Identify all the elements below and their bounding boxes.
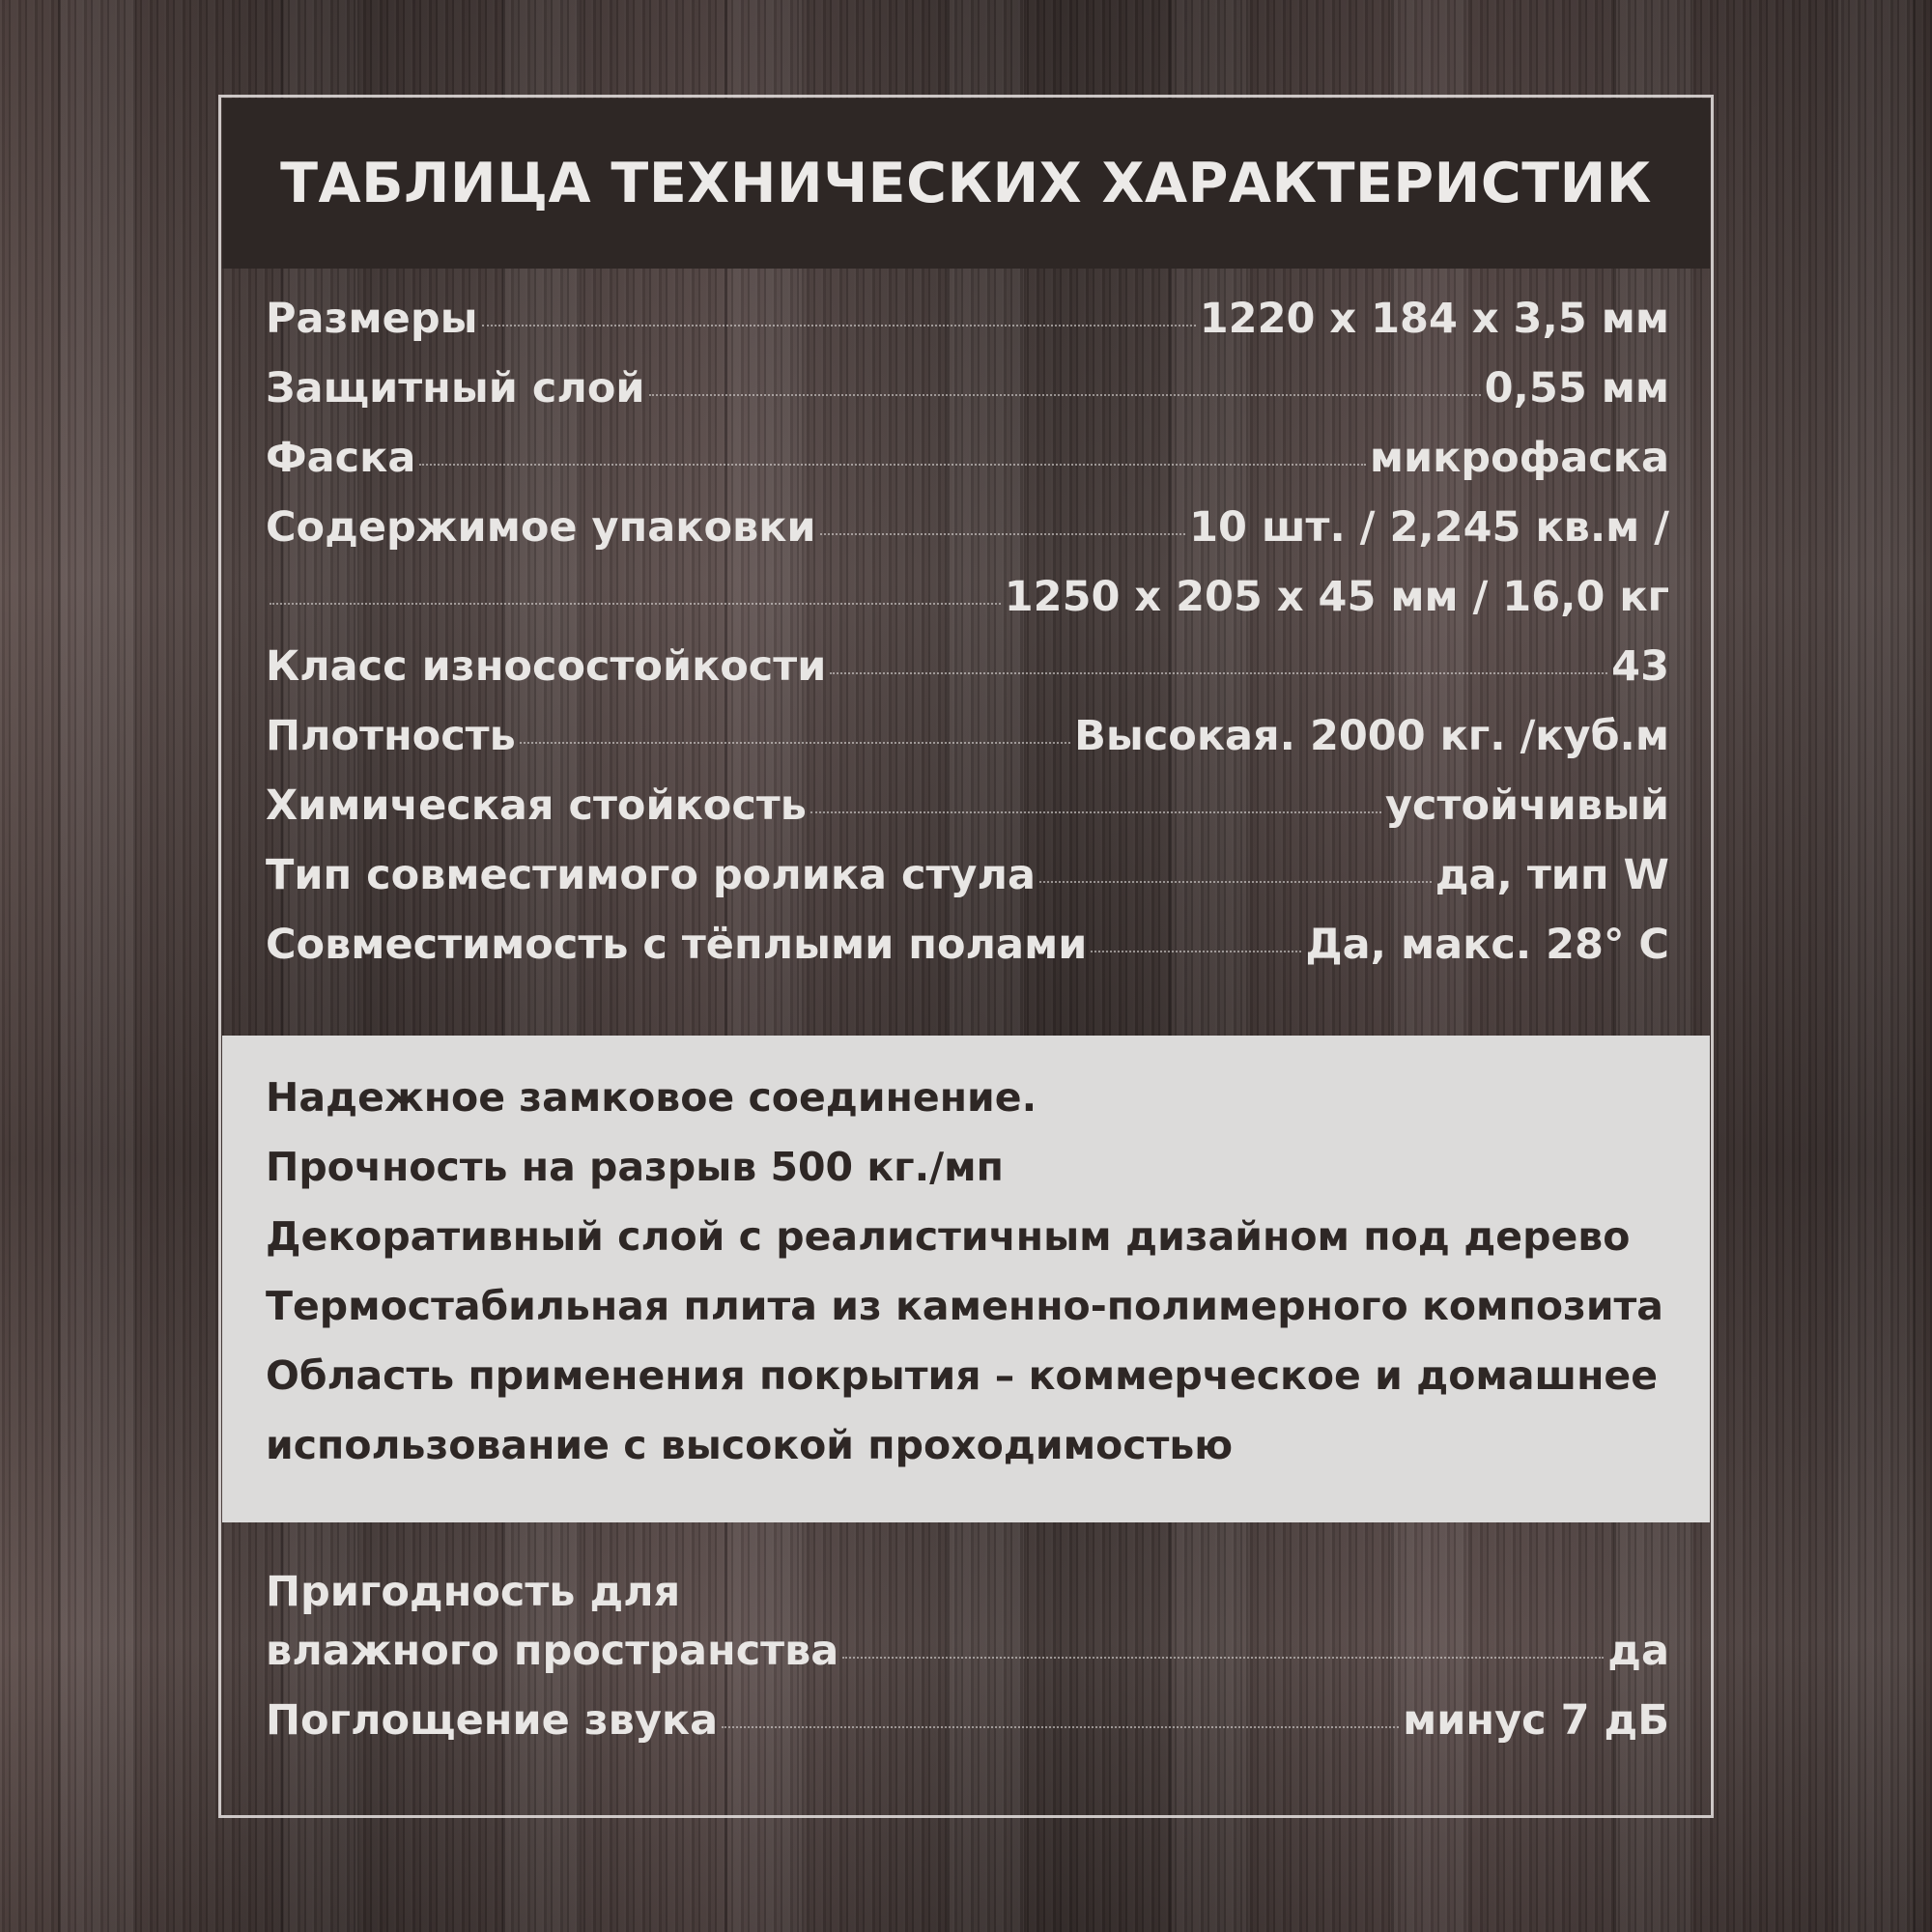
spec-value: минус 7 дБ [1403, 1696, 1669, 1745]
spec-row-package-contents [266, 503, 1669, 573]
leader-dots [1091, 951, 1301, 952]
feature-line: Термостабильная плита из каменно-полимерного композита [266, 1283, 1663, 1329]
spec-value: устойчивый [1385, 781, 1669, 830]
spec-value: 1220 x 184 x 3,5 мм [1199, 295, 1669, 343]
spec-value: 43 [1611, 642, 1669, 691]
leader-dots [482, 325, 1196, 327]
spec-table [266, 295, 1669, 990]
spec-row-chemical-resistance [266, 781, 1669, 851]
spec-label: Размеры [266, 295, 478, 343]
spec-row-bevel [266, 434, 1669, 503]
leader-dots [419, 464, 1365, 466]
leader-dots [1039, 881, 1432, 883]
spec-value: микрофаска [1369, 434, 1669, 482]
spec-row-density [266, 712, 1669, 781]
title-bar [222, 99, 1710, 269]
leader-dots [649, 394, 1481, 396]
spec-row-moisture [266, 1627, 1669, 1696]
features-panel [222, 1036, 1710, 1522]
spec-value: да, тип W [1435, 851, 1669, 899]
spec-row-dimensions [266, 295, 1669, 364]
feature-line: Декоративный слой с реалистичным дизайном под дерево [266, 1213, 1631, 1260]
spec-label: Тип совместимого ролика стула [266, 851, 1036, 899]
leader-dots [842, 1657, 1604, 1659]
spec-value: 0,55 мм [1484, 364, 1669, 412]
spec-label: влажного пространства [266, 1627, 839, 1675]
spec-value: 10 шт. / 2,245 кв.м / [1189, 503, 1669, 552]
page-title: ТАБЛИЦА ТЕХНИЧЕСКИХ ХАРАКТЕРИСТИК [280, 152, 1652, 215]
spec-label: Фаска [266, 434, 416, 482]
leader-dots [520, 742, 1070, 744]
spec-label: Защитный слой [266, 364, 645, 412]
leader-dots [820, 533, 1186, 535]
spec-row-wear-class [266, 642, 1669, 712]
spec-label: Поглощение звука [266, 1696, 719, 1745]
spec-label: Химическая стойкость [266, 781, 807, 830]
leader-dots [722, 1726, 1399, 1728]
feature-line: использование с высокой проходимостью [266, 1422, 1234, 1468]
spec-value: Высокая. 2000 кг. /куб.м [1074, 712, 1669, 760]
spec-row-chair-caster [266, 851, 1669, 921]
spec-label: Плотность [266, 712, 516, 760]
spec-row-package-size [266, 573, 1669, 642]
spec-label: Содержимое упаковки [266, 503, 816, 552]
feature-line: Надежное замковое соединение. [266, 1074, 1037, 1121]
feature-line: Прочность на разрыв 500 кг./мп [266, 1144, 1004, 1190]
spec-value: да [1607, 1627, 1669, 1675]
spec-row-sound [266, 1696, 1669, 1766]
spec-value: Да, макс. 28° С [1305, 921, 1669, 969]
leader-dots [270, 603, 1001, 605]
leader-dots [810, 811, 1381, 813]
extra-specs [266, 1557, 1669, 1766]
spec-row-protective-layer [266, 364, 1669, 434]
spec-label: Класс износостойкости [266, 642, 827, 691]
spec-row-underfloor-heating [266, 921, 1669, 990]
moisture-label-line1: Пригодность для [266, 1568, 681, 1616]
feature-line: Область применения покрытия – коммерческое и домашнее [266, 1352, 1659, 1399]
leader-dots [830, 672, 1607, 674]
spec-value: 1250 x 205 x 45 мм / 16,0 кг [1004, 573, 1669, 621]
spec-label: Совместимость с тёплыми полами [266, 921, 1088, 969]
